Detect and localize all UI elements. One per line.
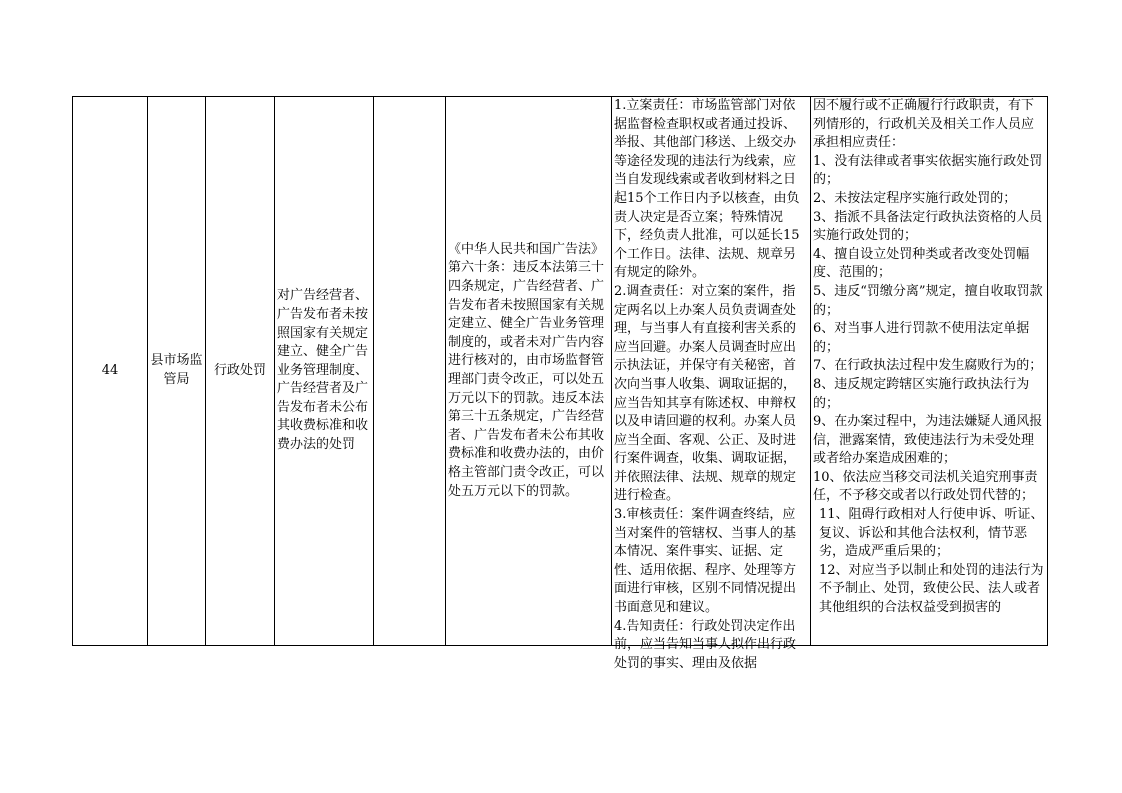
accountability-item: 12、对应当予以制止和处罚的违法行为不予制止、处罚，致使公民、法人或者其他组织的合法权益受到损害的: [819, 562, 1044, 616]
power-category: 行政处罚: [213, 362, 266, 378]
item-name-cell: [275, 97, 374, 646]
responsibility-item: 1.立案责任：市场监管部门对依据监督检查职权或者通过投诉、举报、其他部门移送、上级交办等途径发现的违法行为线索，应当自发现线索或者收到材料之日起15个工作日内予以核查，由负责人决定是否立案；特殊情况下，经负责人批准，可以延长15个工作日。法律、法规、规章另有规定的除外。: [614, 98, 800, 281]
responsibility-list: [612, 97, 810, 671]
accountability-item: 7、在行政执法过程中发生腐败行为的；: [813, 358, 1043, 374]
accountability-list: [811, 97, 1047, 643]
responsibility-item: 2.调查责任：对立案的案件，指定两名以上办案人员负责调查处理，与当事人有直接利害关系的应当回避。办案人员调查时应出示执法证，并保守有关秘密，首次向当事人收集、调取证据的，应当告知其享有陈述权、申辩权以及申请回避的权利。办案人员应当全面、客观、公正、及时进行案件调查，收集、调取证据，并依照法律、法规、规章的规定进行检查。: [614, 283, 797, 504]
table-row: [73, 97, 1048, 646]
accountability-item: 2、未按法定程序实施行政处罚的；: [813, 190, 1017, 206]
responsibility-list-table: [72, 96, 1048, 671]
accountability-item: 11、阻碍行政相对人行使申诉、听证、复议、诉讼和其他合法权利，情节恶劣，造成严重后果的；: [819, 507, 1044, 560]
department-cell: [148, 97, 206, 646]
accountability-item: 10、依法应当移交司法机关追究刑事责任，不予移交或者以行政处罚代替的；: [813, 469, 1038, 504]
accountability-item: 5、违反“罚缴分离”规定，擅自收取罚款的；: [813, 283, 1043, 318]
accountability-cell: [811, 97, 1048, 646]
row-number: 44: [101, 362, 119, 378]
power-item-name: 对广告经营者、广告发布者未按照国家有关规定建立、健全广告业务管理制度、广告经营者及广告发布者未公布其收费标准和收费办法的处罚: [277, 288, 369, 453]
accountability-item: 8、违反规定跨辖区实施行政执法行为的；: [813, 376, 1030, 411]
responsibility-item: 3.审核责任：案件调查终结，应当对案件的管辖权、当事人的基本情况、案件事实、证据、定性、适用依据、程序、处理等方面进行审核，区别不同情况提出书面意见和建议。: [614, 507, 797, 616]
accountability-item: 1、没有法律或者事实依据实施行政处罚的；: [813, 153, 1043, 188]
accountability-item: 6、对当事人进行罚款不使用法定单据的；: [813, 321, 1030, 355]
legal-basis-text: 《中华人民共和国广告法》第六十条：违反本法第三十四条规定，广告经营者、广告发布者未按照国家有关规定建立、健全广告业务管理制度的，或者未对广告内容进行核对的，由市场监督管理部门责令改正，可以处五万元以下的罚款。违反本法第三十五条规定，广告经营者、广告发布者未公布其收费标准和收费办法的，由价格主管部门责令改正，可以处五万元以下的罚款。: [448, 241, 605, 499]
category-cell: [206, 97, 275, 646]
accountability-intro: 因不履行或不正确履行行政职责，有下列情形的，行政机关及相关工作人员应承担相应责任：: [813, 98, 1035, 151]
responsibility-cell: [612, 97, 811, 671]
legal-basis-cell: [446, 97, 612, 646]
sub-item-cell: [374, 97, 446, 646]
department-name: 县市场监管局: [150, 353, 203, 387]
responsibility-item: 4.告知责任：行政处罚决定作出前，应当告知当事人拟作出行政处罚的事实、理由及依据: [614, 618, 797, 671]
accountability-item: 4、擅自设立处罚种类或者改变处罚幅度、范围的；: [813, 246, 1030, 281]
accountability-item: 9、在办案过程中，为违法嫌疑人通风报信，泄露案情，致使违法行为未受处理或者给办案造成困难的；: [813, 414, 1043, 467]
accountability-item: 3、指派不具备法定行政执法资格的人员实施行政处罚的；: [813, 209, 1043, 244]
row-number-cell: [73, 97, 148, 646]
